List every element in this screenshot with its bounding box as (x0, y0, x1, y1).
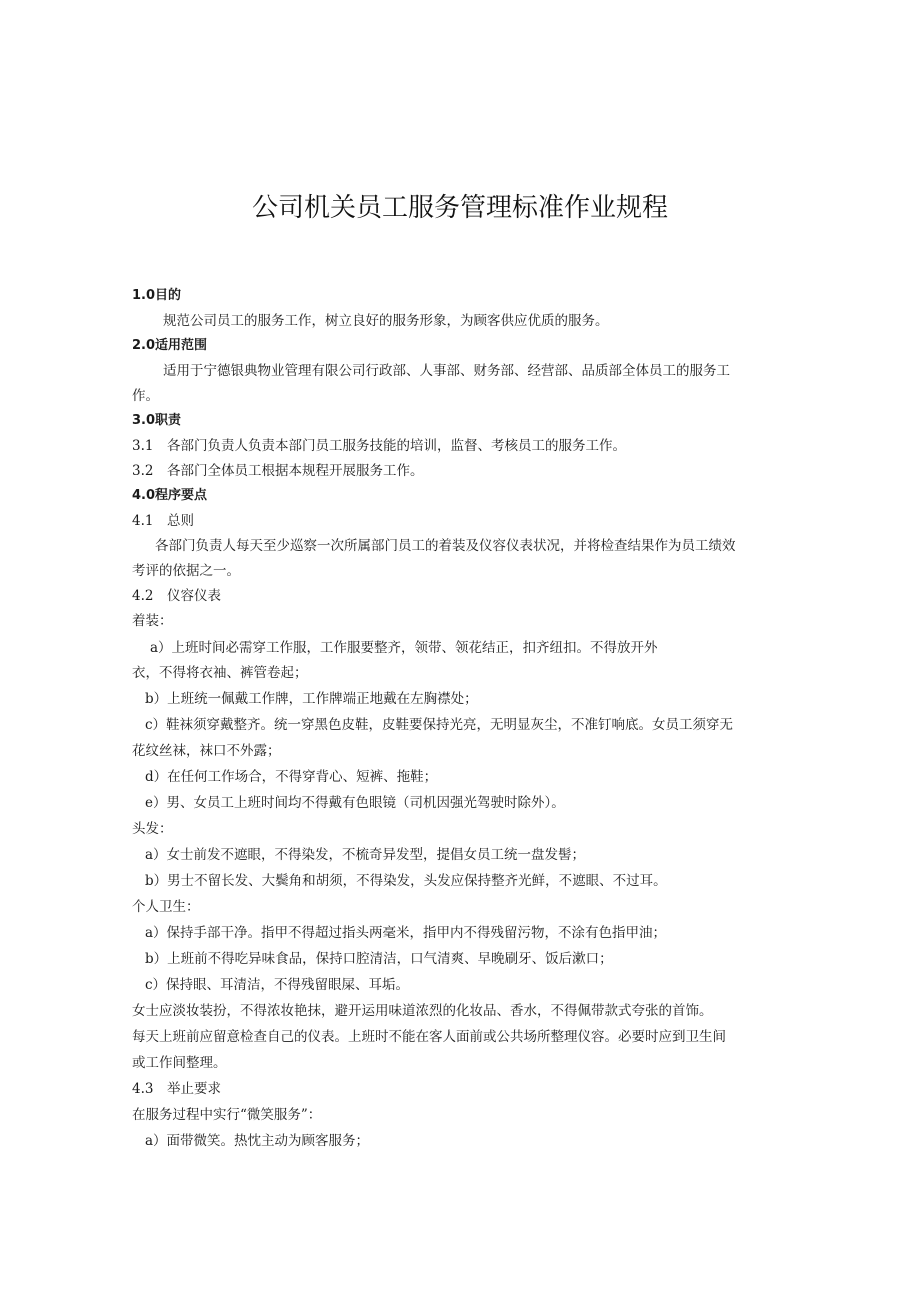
heading-duties: 3.0职责 (132, 413, 182, 428)
list-item: c）鞋袜须穿戴整齐。统一穿黑色皮鞋，皮鞋要保持光亮，无明显灰尘，不准钉响底。女员工须穿无 (145, 717, 734, 733)
paragraph: 花纹丝袜，袜口不外露； (132, 743, 281, 759)
subheading: 4.3 举止要求 (132, 1081, 221, 1097)
list-item: a）上班时间必需穿工作服，工作服要整齐，领带、领花结正，扣齐纽扣。不得放开外 (150, 640, 658, 656)
list-item: a）面带微笑。热忱主动为顾客服务； (145, 1133, 370, 1149)
paragraph: 每天上班前应留意检查自己的仪表。上班时不能在客人面前或公共场所整理仪容。必要时应到卫生间 (132, 1029, 726, 1045)
heading-procedure: 4.0程序要点 (132, 488, 208, 503)
paragraph: 作。 (132, 388, 159, 404)
paragraph: 适用于宁德银典物业管理有限公司行政部、人事部、财务部、经营部、品质部全体员工的服务工 (163, 363, 730, 379)
document-title: 公司机关员工服务管理标准作业规程 (251, 193, 668, 223)
list-item: b）男士不留长发、大鬓角和胡须，不得染发，头发应保持整齐光鲜，不遮眼、不过耳。 (145, 873, 667, 889)
subheading: 4.1 总则 (132, 513, 194, 529)
list-item: c）保持眼、耳清洁，不得残留眼屎、耳垢。 (145, 977, 410, 993)
paragraph: 规范公司员工的服务工作，树立良好的服务形象，为顾客供应优质的服务。 (163, 313, 609, 329)
section-label: 着装： (132, 613, 173, 629)
heading-purpose: 1.0目的 (132, 288, 182, 303)
section-label: 头发： (132, 821, 173, 837)
paragraph: 考评的依据之一。 (132, 563, 240, 579)
paragraph: 女士应淡妆装扮，不得浓妆艳抹，避开运用味道浓烈的化妆品、香水，不得佩带款式夸张的首饰。 (132, 1003, 713, 1019)
list-item: a）女士前发不遮眼，不得染发，不梳奇异发型，提倡女员工统一盘发髻； (145, 847, 586, 863)
section-label: 个人卫生： (132, 899, 200, 915)
paragraph: 在服务过程中实行“微笑服务”： (132, 1107, 322, 1123)
list-item: b）上班统一佩戴工作牌，工作牌端正地戴在左胸襟处； (145, 691, 478, 707)
subheading: 4.2 仪容仪表 (132, 588, 221, 604)
paragraph: 3.1 各部门负责人负责本部门员工服务技能的培训，监督、考核员工的服务工作。 (132, 438, 626, 454)
list-item: a）保持手部干净。指甲不得超过指头两毫米，指甲内不得残留污物，不涂有色指甲油； (145, 925, 667, 941)
heading-scope: 2.0适用范围 (132, 338, 208, 353)
paragraph: 各部门负责人每天至少巡察一次所属部门员工的着装及仪容仪表状况，并将检查结果作为员工绩效 (155, 538, 736, 554)
paragraph: 或工作间整理。 (132, 1055, 227, 1071)
list-item: b）上班前不得吃异味食品，保持口腔清洁，口气清爽、早晚刷牙、饭后漱口； (145, 951, 613, 967)
list-item: d）在任何工作场合，不得穿背心、短裤、拖鞋； (145, 769, 438, 785)
paragraph: 衣，不得将衣袖、裤管卷起； (132, 665, 308, 681)
list-item: e）男、女员工上班时间均不得戴有色眼镜（司机因强光驾驶时除外）。 (145, 795, 565, 811)
paragraph: 3.2 各部门全体员工根据本规程开展服务工作。 (132, 463, 424, 479)
